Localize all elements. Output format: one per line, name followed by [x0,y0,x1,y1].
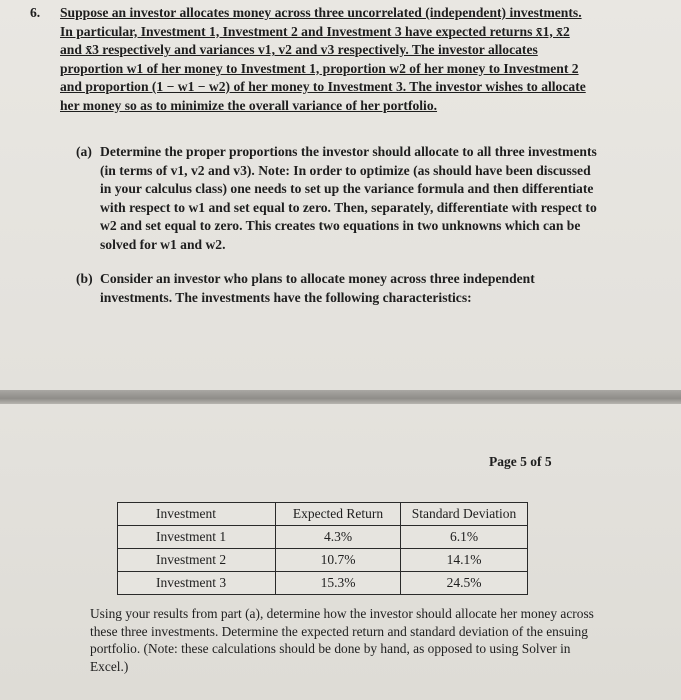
part-a-text: Determine the proper proportions the investor should allocate to all three investments (in terms of v1, v2 and v3). Note: In order to optimize (as should have been discussed in your calculus class) one needs to set up the variance formula and then differentiate with respect to w1 and set equal to zero. Then, separately, differentiate with respect to w2 and set equal to zero. This creates two equations in two unknowns which can be solved for w1 and w2. [100,144,597,252]
header-expected-return: Expected Return [276,503,401,526]
cell-standard-deviation: 6.1% [401,526,528,549]
table-row [118,549,528,572]
cell-expected-return: 10.7% [276,549,401,572]
question-number: 6. [30,5,41,20]
table-header-row [118,503,528,526]
table-row [118,572,528,595]
cell-expected-return: 15.3% [276,572,401,595]
page-number: Page 5 of 5 [489,454,552,469]
closing-instructions: Using your results from part (a), determine how the investor should allocate her money across these three investments. Determine the expected return and standard deviation of the ensuing portfolio. (Note: these calculations should be done by hand, as opposed to using Solver in Excel.) [90,606,594,674]
header-investment: Investment [118,503,276,526]
question-intro: Suppose an investor allocates money across three uncorrelated (independent) investments. In particular, Investment 1, Investment 2 and Investment 3 have expected returns x̄1, x̄2 and x̄3 respectively and variances v1, v2 and v3 respectively. The investor allocates proportion w1 of her money to Investment 1, proportion w2 of her money to Investment 2 and proportion (1 − w1 − w2) of her money to Investment 3. The investor wishes to allocate her money so as to minimize the overall variance of her portfolio. [60,5,586,113]
page-divider [0,390,681,404]
investment-table [117,502,528,595]
table-row [118,526,528,549]
cell-standard-deviation: 24.5% [401,572,528,595]
part-b-label: (b) [76,271,93,286]
cell-investment-name: Investment 2 [118,549,276,572]
part-a-label: (a) [76,144,92,159]
header-standard-deviation: Standard Deviation [401,503,528,526]
cell-investment-name: Investment 1 [118,526,276,549]
cell-standard-deviation: 14.1% [401,549,528,572]
cell-expected-return: 4.3% [276,526,401,549]
cell-investment-name: Investment 3 [118,572,276,595]
part-b-text: Consider an investor who plans to allocate money across three independent investments. The investments have the following characteristics: [100,271,535,305]
